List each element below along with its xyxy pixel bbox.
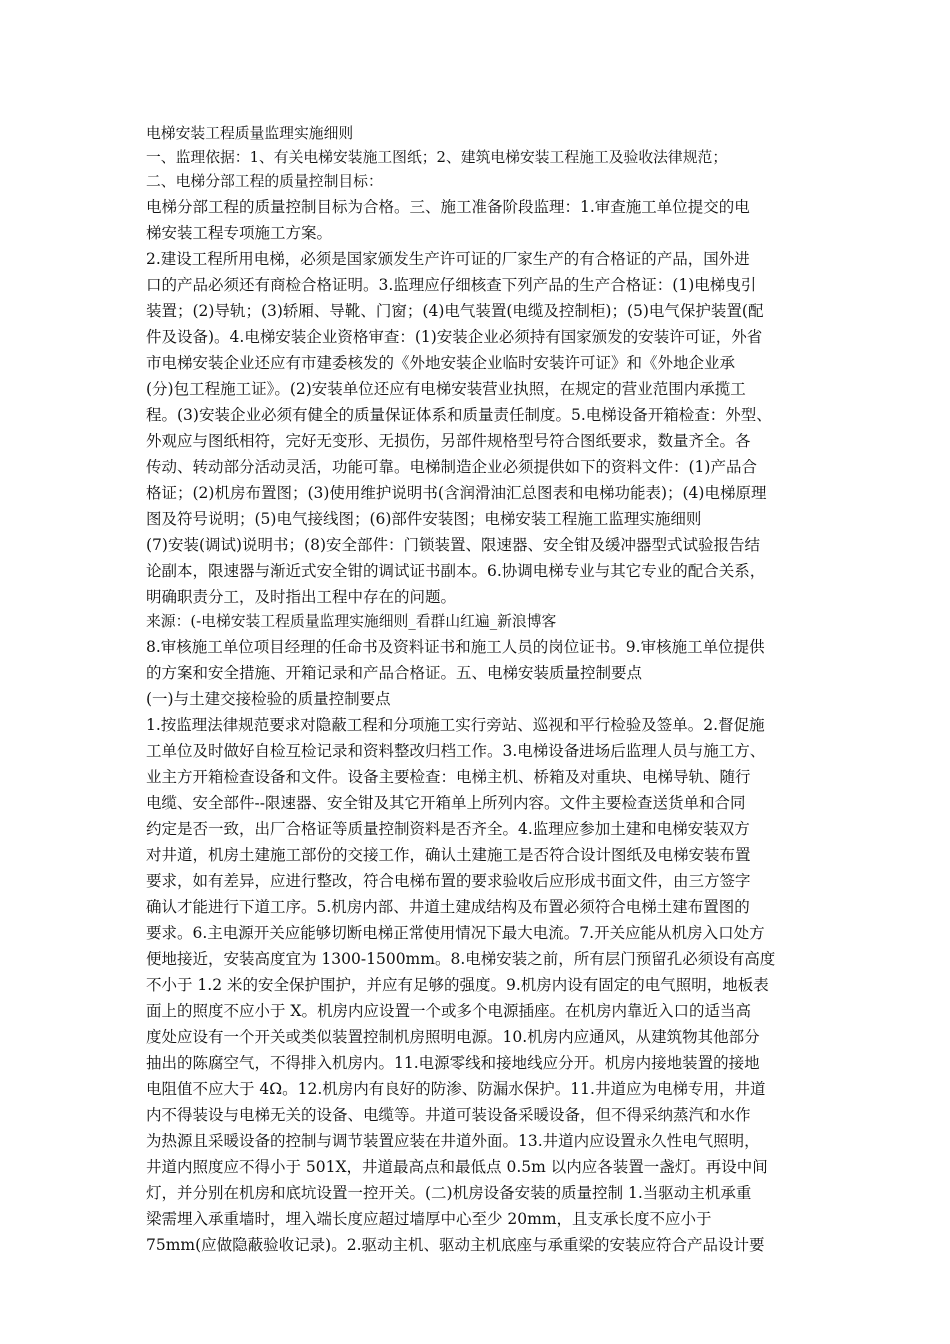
document-line: 度处应设有一个开关或类似装置控制机房照明电源。10.机房内应通风，从建筑物其他部分 <box>146 1028 760 1046</box>
document-line: 不小于 1.2 米的安全保护围护，并应有足够的强度。9.机房内设有固定的电气照明，地板表 <box>146 976 769 994</box>
document-line: 电梯分部工程的质量控制目标为合格。三、施工准备阶段监理：1.审查施工单位提交的电 <box>146 198 750 216</box>
document-line: 要求。6.主电源开关应能够切断电梯正常使用情况下最大电流。7.开关应能从机房入口处方 <box>146 924 765 942</box>
document-line: 为热源且采暖设备的控制与调节装置应装在井道外面。13.井道内应设置永久性电气照明， <box>146 1132 760 1150</box>
document-line: 电缆、安全部件--限速器、安全钳及其它开箱单上所列内容。文件主要检查送货单和合同 <box>146 794 746 812</box>
document-line: 工单位及时做好自检互检记录和资料整改归档工作。3.电梯设备进场后监理人员与施工方、 <box>146 742 766 760</box>
document-line: 图及符号说明；(5)电气接线图；(6)部件安装图；电梯安装工程施工监理实施细则 <box>146 510 702 528</box>
document-line: 的方案和安全措施、开箱记录和产品合格证。五、电梯安装质量控制要点 <box>146 664 643 682</box>
document-line: 装置；(2)导轨；(3)轿厢、导靴、门窗；(4)电气装置(电缆及控制柜)；(5)电气保护装置(配 <box>146 302 764 320</box>
document-line: 要求，如有差异，应进行整改，符合电梯布置的要求验收后应形成书面文件，由三方签字 <box>146 872 751 890</box>
document-line: 梯安装工程专项施工方案。 <box>146 224 333 242</box>
document-line: 明确职责分工，及时指出工程中存在的问题。 <box>146 588 457 606</box>
document-line: 电阻值不应大于 4Ω。12.机房内有良好的防渗、防漏水保护。11.井道应为电梯专用，井道 <box>146 1080 766 1098</box>
document-line: 对井道，机房土建施工部份的交接工作，确认土建施工是否符合设计图纸及电梯安装布置 <box>146 846 751 864</box>
document-line: 8.审核施工单位项目经理的任命书及资料证书和施工人员的岗位证书。9.审核施工单位提供 <box>146 638 765 656</box>
document-line: 抽出的陈腐空气，不得排入机房内。11.电源零线和接地线应分开。机房内接地装置的接地 <box>146 1054 760 1072</box>
document-line: 论副本，限速器与渐近式安全钳的调试证书副本。6.协调电梯专业与其它专业的配合关系， <box>146 562 766 580</box>
document-line: 便地接近，安装高度宜为 1300-1500mm。8.电梯安装之前，所有层门预留孔必须设有高度 <box>146 950 776 968</box>
document-line: 来源：(-电梯安装工程质量监理实施细则_看群山红遍_新浪博客 <box>146 613 557 630</box>
document-line: 格证；(2)机房布置图；(3)使用维护说明书(含润滑油汇总图表和电梯功能表)；(4)电梯原理 <box>146 484 767 502</box>
document-line: 面上的照度不应小于 X。机房内应设置一个或多个电源插座。在机房内靠近入口的适当高 <box>146 1002 751 1020</box>
document-line: 内不得装设与电梯无关的设备、电缆等。井道可装设备采暖设备，但不得采纳蒸汽和水作 <box>146 1106 751 1124</box>
document-line: 梁需埋入承重墙时，埋入端长度应超过墙厚中心至少 20mm，且支承长度不应小于 <box>146 1210 712 1228</box>
document-line: 件及设备)。4.电梯安装企业资格审查：(1)安装企业必须持有国家颁发的安装许可证，外省 <box>146 328 763 346</box>
document-line: 确认才能进行下道工序。5.机房内部、井道土建成结构及布置必须符合电梯土建布置图的 <box>146 898 750 916</box>
document-line: (7)安装(调试)说明书；(8)安全部件：门锁装置、限速器、安全钳及缓冲器型式试验报告结 <box>146 536 761 554</box>
document-line: 二、电梯分部工程的质量控制目标： <box>146 173 383 190</box>
document-line: 业主方开箱检查设备和文件。设备主要检查：电梯主机、桥箱及对重块、电梯导轨、随行 <box>146 768 751 786</box>
document-line: 外观应与图纸相符，完好无变形、无损伤，另部件规格型号符合图纸要求，数量齐全。各 <box>146 432 751 450</box>
document-title: 电梯安装工程质量监理实施细则 <box>146 125 354 142</box>
document-line: 1.按监理法律规范要求对隐蔽工程和分项施工实行旁站、巡视和平行检验及签单。2.督促施 <box>146 716 765 734</box>
document-line: 灯，并分别在机房和底坑设置一控开关。(二)机房设备安装的质量控制 1.当驱动主机承重 <box>146 1184 752 1202</box>
document-line: 约定是否一致，出厂合格证等质量控制资料是否齐全。4.监理应参加土建和电梯安装双方 <box>146 820 750 838</box>
document-body <box>146 122 806 1258</box>
document-line: 市电梯安装企业还应有市建委核发的《外地安装企业临时安装许可证》和《外地企业承 <box>146 354 736 372</box>
document-line: 2.建设工程所用电梯，必须是国家颁发生产许可证的厂家生产的有合格证的产品，国外进 <box>146 250 750 268</box>
document-line: 传动、转动部分活动灵活，功能可靠。电梯制造企业必须提供如下的资料文件：(1)产品合 <box>146 458 757 476</box>
document-line: 一、监理依据：1、有关电梯安装施工图纸；2、建筑电梯安装工程施工及验收法律规范； <box>146 149 728 166</box>
document-line: 口的产品必须还有商检合格证明。3.监理应仔细核查下列产品的生产合格证：(1)电梯曳引 <box>146 276 757 294</box>
document-line: 井道内照度应不得小于 501X，井道最高点和最低点 0.5m 以内应各装置一盏灯。再设中间 <box>146 1158 768 1176</box>
document-line: (一)与土建交接检验的质量控制要点 <box>146 690 391 708</box>
document-line: (分)包工程施工证》。(2)安装单位还应有电梯安装营业执照，在规定的营业范围内承揽工 <box>146 380 746 398</box>
document-line: 75mm(应做隐蔽验收记录)。2.驱动主机、驱动主机底座与承重梁的安装应符合产品设计要 <box>146 1236 765 1254</box>
document-line: 程。(3)安装企业必须有健全的质量保证体系和质量责任制度。5.电梯设备开箱检查：外型、 <box>146 406 772 424</box>
